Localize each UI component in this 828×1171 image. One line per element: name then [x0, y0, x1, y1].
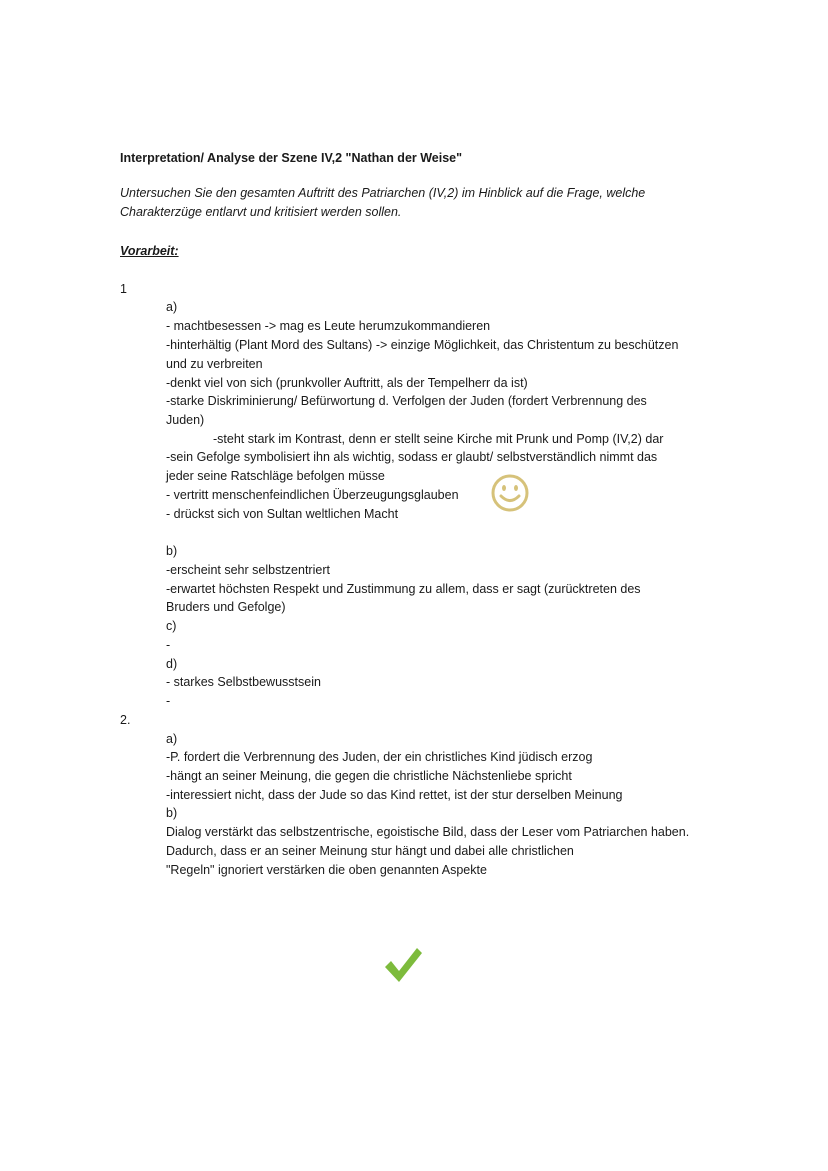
section-heading: Vorarbeit:: [120, 244, 179, 258]
text-line: Bruders und Gefolge): [166, 600, 286, 614]
subpoint-label: b): [166, 806, 178, 820]
text-line: -sein Gefolge symbolisiert ihn als wichtig, sodass er glaubt/ selbstverständlich nimmt das: [166, 450, 658, 464]
part-number: 1: [120, 282, 127, 296]
text-line: Juden): [166, 413, 205, 427]
smiley-face-icon: [490, 473, 530, 513]
document-title: Interpretation/ Analyse der Szene IV,2 "Nathan der Weise": [120, 151, 463, 165]
text-line: -starke Diskriminierung/ Befürwortung d. Verfolgen der Juden (fordert Verbrennung des: [166, 394, 647, 408]
text-line: -: [166, 694, 171, 708]
task-line: Untersuchen Sie den gesamten Auftritt des Patriarchen (IV,2) im Hinblick auf die Frage, welche: [120, 186, 646, 200]
text-line: -P. fordert die Verbrennung des Juden, der ein christliches Kind jüdisch erzog: [166, 750, 593, 764]
text-line: -: [166, 638, 171, 652]
task-line: Charakterzüge entlarvt und kritisiert werden sollen.: [120, 205, 402, 219]
text-line: "Regeln" ignoriert verstärken die oben genannten Aspekte: [166, 863, 487, 877]
text-line: -erscheint sehr selbstzentriert: [166, 563, 330, 577]
subpoint-label: c): [166, 619, 177, 633]
text-line: - starkes Selbstbewusstsein: [166, 675, 321, 689]
subpoint-label: b): [166, 544, 178, 558]
text-line: -hinterhältig (Plant Mord des Sultans) -> einzige Möglichkeit, das Christentum zu beschützen: [166, 338, 679, 352]
text-line: -hängt an seiner Meinung, die gegen die christliche Nächstenliebe spricht: [166, 769, 572, 783]
text-line: -interessiert nicht, dass der Jude so das Kind rettet, ist der stur derselben Meinung: [166, 788, 623, 802]
text-line: Dadurch, dass er an seiner Meinung stur hängt und dabei alle christlichen: [166, 844, 574, 858]
text-line: -erwartet höchsten Respekt und Zustimmung zu allem, dass er sagt (zurücktreten des: [166, 582, 641, 596]
text-line: - machtbesessen -> mag es Leute herumzukommandieren: [166, 319, 491, 333]
subpoint-label: a): [166, 300, 178, 314]
checkmark-icon: [383, 945, 423, 985]
part-number: 2.: [120, 713, 131, 727]
text-line: Dialog verstärkt das selbstzentrische, egoistische Bild, dass der Leser vom Patriarchen haben.: [166, 825, 690, 839]
text-line: -denkt viel von sich (prunkvoller Auftritt, als der Tempelherr da ist): [166, 376, 528, 390]
text-line: - drückst sich von Sultan weltlichen Macht: [166, 507, 399, 521]
text-line: und zu verbreiten: [166, 357, 263, 371]
subpoint-label: d): [166, 657, 178, 671]
text-line: jeder seine Ratschläge befolgen müsse: [166, 469, 385, 483]
subpoint-label: a): [166, 732, 178, 746]
text-line: -steht stark im Kontrast, denn er stellt seine Kirche mit Prunk und Pomp (IV,2) dar: [213, 432, 664, 446]
text-line: - vertritt menschenfeindlichen Überzeugungsglauben: [166, 488, 459, 502]
